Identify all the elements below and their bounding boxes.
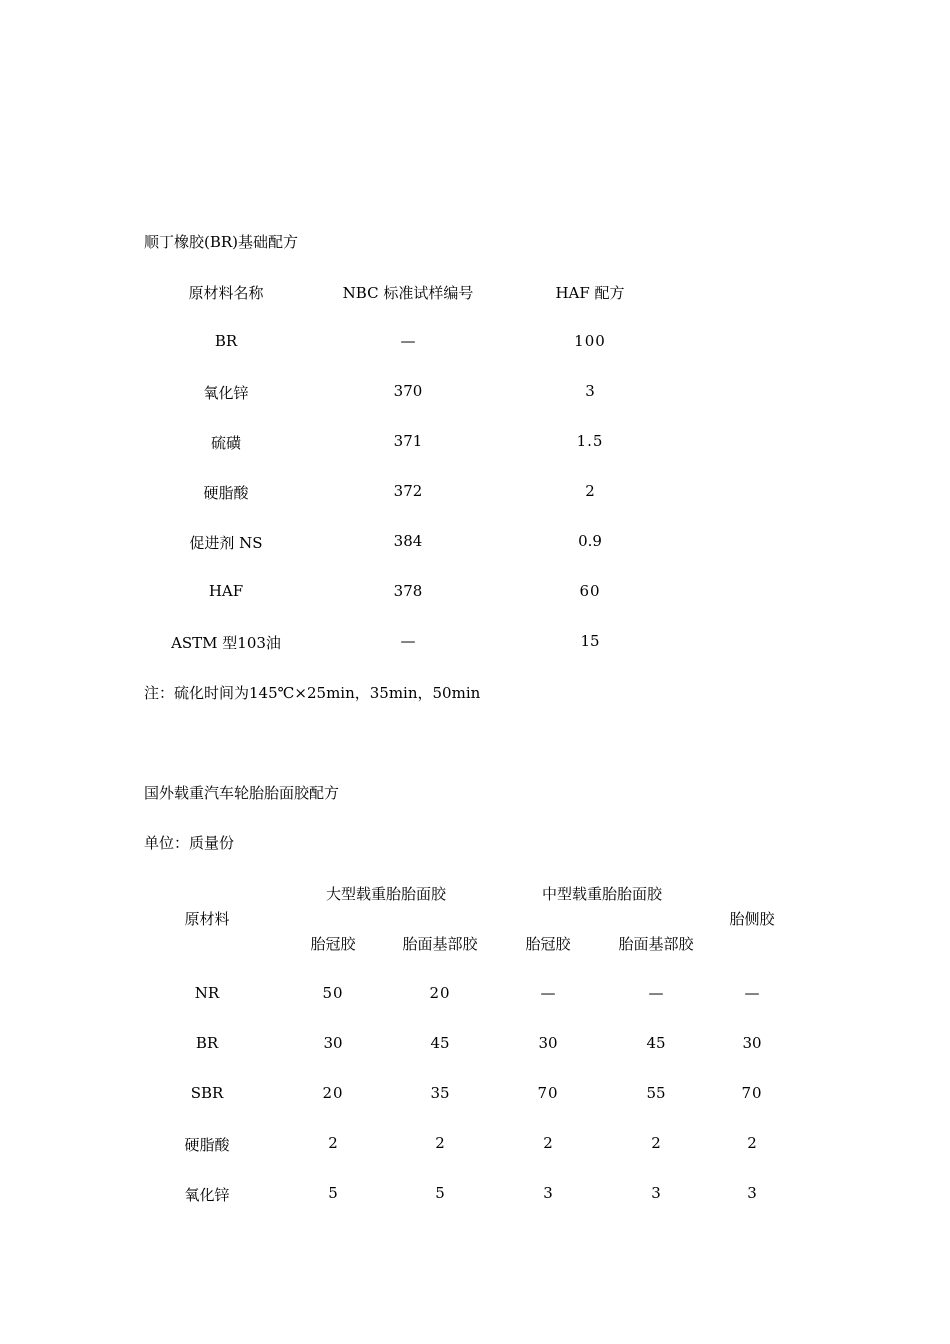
table1-cell: —	[400, 332, 416, 350]
table1-cell: ASTM 型103油	[171, 634, 281, 652]
table2-subheader: 胎面基部胶	[402, 935, 478, 953]
table2-subheader: 胎冠胶	[310, 935, 356, 953]
table2-cell: BR	[195, 1034, 219, 1052]
table2-cell: 30	[323, 1034, 343, 1052]
table2-subheader: 胎面基部胶	[618, 935, 694, 953]
table2-cell: 3	[543, 1184, 553, 1202]
table2-cell: —	[744, 984, 760, 1002]
table2-cell: 45	[430, 1034, 450, 1052]
table2-cell: 20	[429, 984, 451, 1002]
section1-title: 顺丁橡胶(BR)基础配方	[144, 233, 299, 251]
table2-cell: 2	[328, 1134, 338, 1152]
table1-cell: 15	[580, 632, 600, 650]
table1-header-material: 原材料名称	[188, 284, 264, 302]
table2-group-large: 大型载重胎胎面胶	[325, 885, 447, 903]
table1-cell: 371	[393, 432, 423, 450]
table1-cell: 2	[585, 482, 595, 500]
table2-cell: 5	[435, 1184, 445, 1202]
table1-cell: 3	[585, 382, 595, 400]
table1-header-haf: HAF 配方	[555, 284, 625, 302]
table2-cell: 20	[322, 1084, 344, 1102]
table1-cell: 378	[393, 582, 423, 600]
table1-cell: HAF	[208, 582, 244, 600]
table2-cell: NR	[194, 984, 220, 1002]
table1-cell: 硫磺	[210, 434, 242, 452]
table2-cell: 硬脂酸	[184, 1136, 230, 1154]
section2-title: 国外载重汽车轮胎胎面胶配方	[144, 784, 340, 802]
table2-cell: 50	[322, 984, 344, 1002]
table2-cell: 2	[543, 1134, 553, 1152]
table1-cell: 370	[393, 382, 423, 400]
table1-cell: 促进剂 NS	[189, 534, 263, 552]
table2-cell: 2	[435, 1134, 445, 1152]
table2-cell: 70	[741, 1084, 763, 1102]
table2-cell: 2	[747, 1134, 757, 1152]
table2-cell: —	[648, 984, 664, 1002]
table1-cell: 384	[393, 532, 423, 550]
table2-subheader: 胎冠胶	[525, 935, 571, 953]
table2-cell: 5	[328, 1184, 338, 1202]
table2-cell: 3	[747, 1184, 757, 1202]
table2-cell: 3	[651, 1184, 661, 1202]
section2-unit: 单位：质量份	[144, 834, 235, 852]
table2-cell: 55	[646, 1084, 666, 1102]
table1-cell: 100	[574, 332, 606, 350]
table2-header-sidewall: 胎侧胶	[729, 910, 775, 928]
table2-cell: 30	[538, 1034, 558, 1052]
table2-cell: 30	[742, 1034, 762, 1052]
table1-cell: —	[400, 632, 416, 650]
table2-cell: 2	[651, 1134, 661, 1152]
table2-cell: 35	[430, 1084, 450, 1102]
table1-cell: 硬脂酸	[203, 484, 249, 502]
table2-cell: SBR	[190, 1084, 224, 1102]
table1-cell: 60	[579, 582, 601, 600]
table2-cell: 70	[537, 1084, 559, 1102]
table1-header-nbc: NBC 标准试样编号	[342, 284, 474, 302]
table2-group-medium: 中型载重胎胎面胶	[541, 885, 663, 903]
table2-cell: —	[540, 984, 556, 1002]
table1-cell: 氧化锌	[203, 384, 249, 402]
table1-cell: 0.9	[578, 532, 602, 550]
table2-cell: 45	[646, 1034, 666, 1052]
table1-cell: 1.5	[576, 432, 604, 450]
table2-header-material: 原材料	[184, 910, 230, 928]
table1-cell: 372	[393, 482, 423, 500]
table2-cell: 氧化锌	[184, 1186, 230, 1204]
section1-note: 注：硫化时间为145℃×25min，35min，50min	[144, 684, 481, 702]
table1-cell: BR	[214, 332, 238, 350]
